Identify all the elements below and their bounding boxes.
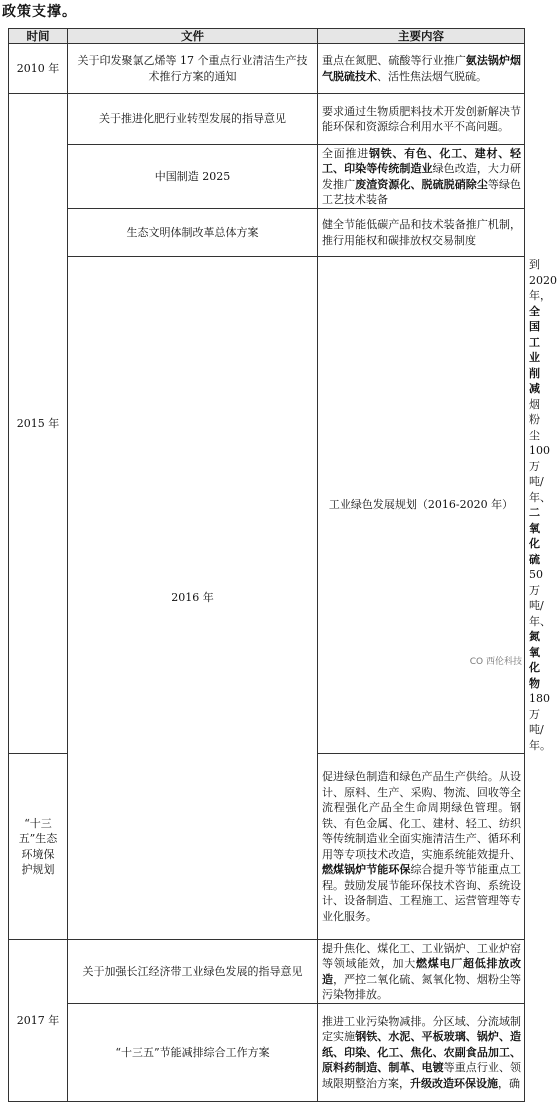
content-cell	[318, 209, 525, 257]
table-row	[9, 1004, 525, 1102]
bold-text: 氨法锅炉烟气脱硫技术	[322, 54, 522, 83]
table-row	[9, 940, 525, 1004]
text-segment: 等重点行业、领域限期整治方案，	[322, 1061, 522, 1090]
text-segment: 综合提升等节能重点工程。鼓励发展节能环保技术咨询、系统设计、设备制造、工程施工、运营管理等专业化服务。	[322, 863, 522, 923]
policy-table	[8, 28, 557, 1102]
text-segment: ，严控二氧化硫、氮氧化物、烟粉尘等污染物排放。	[322, 972, 522, 1001]
content-cell	[318, 145, 525, 209]
text-segment: 180 万吨/年。	[529, 692, 551, 752]
bold-text: 氮氧化物	[529, 630, 540, 690]
text-segment: 提升焦化、煤化工、工业锅炉、工业炉窑等领域能效，加大	[322, 941, 521, 970]
table-row	[9, 145, 525, 209]
document-cell: 关于加强长江经济带工业绿色发展的指导意见	[68, 940, 318, 1004]
content-cell	[318, 754, 525, 940]
text-segment: 促进绿色制造和绿色产品生产供给。从设计、原料、生产、采购、物流、回收等全流程强化产品全生命周期绿色管理。钢铁、有色金属、化工、建材、轻工、纺织等传统制造业全面实施清洁生产、循环利用等专项技术改造，实施系统能效提升、	[322, 770, 521, 861]
section-heading: 政策支撑。	[2, 4, 77, 20]
text-segment: ，确	[498, 1076, 520, 1090]
document-cell: “十三五”生态环境保护规划	[9, 754, 68, 940]
year-cell: 2016 年	[68, 257, 318, 940]
document-cell: 工业绿色发展规划（2016-2020 年）	[318, 257, 525, 754]
bold-text: 燃煤锅炉节能环保	[322, 863, 411, 876]
table-row	[9, 44, 525, 94]
text-segment: 推进工业污染物减排。分区域、分流域制定实施	[322, 1014, 521, 1044]
year-cell: 2015 年	[9, 94, 68, 754]
header-content: 主要内容	[318, 29, 525, 44]
content-cell	[318, 940, 525, 1004]
text-segment: 重点在氮肥、硫酸等行业推广	[322, 54, 466, 67]
text-segment: 全面推进	[322, 146, 369, 160]
table-header-row	[9, 29, 525, 44]
header-time: 时间	[9, 29, 68, 44]
document-cell: 生态文明体制改革总体方案	[68, 209, 318, 257]
bold-text: 二氧化硫	[529, 506, 540, 566]
text-segment: 绿色改造，大力研发推广	[322, 162, 522, 191]
bold-text: 升级改造环保设施	[410, 1076, 498, 1090]
table-row	[9, 209, 525, 257]
document-cell: 关于推进化肥行业转型发展的指导意见	[68, 94, 318, 145]
document-cell: 关于印发聚氯乙烯等 17 个重点行业清洁生产技术推行方案的通知	[68, 44, 318, 94]
document-cell: “十三五”节能减排综合工作方案	[68, 1004, 318, 1102]
text-segment: 烟粉尘 100 万吨/年、	[529, 397, 551, 504]
content-cell	[318, 94, 525, 145]
text-segment: 到 2020 年，	[529, 258, 557, 302]
bold-text: 钢铁、有色、化工、建材、轻工、印染等传统制造业	[322, 146, 521, 175]
bold-text: 全国工业削减	[529, 304, 540, 395]
bold-text: 燃煤电厂超低排放改造	[322, 957, 521, 986]
watermark: CO 西伦科技	[469, 657, 522, 667]
text-segment: 等绿色工艺技术装备	[322, 177, 522, 206]
text-segment: 50 万吨/年、	[529, 568, 551, 628]
bold-text: 废渣资源化、脱硫脱硝除尘	[355, 177, 488, 191]
document-cell: 中国制造 2025	[68, 145, 318, 209]
text-segment: 、活性焦法烟气脱硫。	[377, 69, 487, 83]
year-cell: 2010 年	[9, 44, 68, 94]
content-cell	[318, 1004, 525, 1102]
year-cell: 2017 年	[9, 940, 68, 1102]
table-row	[9, 94, 525, 145]
table-row	[9, 257, 525, 754]
text-segment: 要求通过生物质肥料技术开发创新解决节能环保和资源综合利用水平不高问题。	[322, 104, 521, 133]
text-segment: 健全节能低碳产品和技术装备推广机制，推行用能权和碳排放权交易制度	[322, 218, 521, 247]
header-document: 文件	[68, 29, 318, 44]
content-cell	[318, 44, 525, 94]
bold-text: 钢铁、水泥、平板玻璃、锅炉、造纸、印染、化工、焦化、农副食品加工、原料药制造、制革、电镀	[322, 1030, 522, 1075]
